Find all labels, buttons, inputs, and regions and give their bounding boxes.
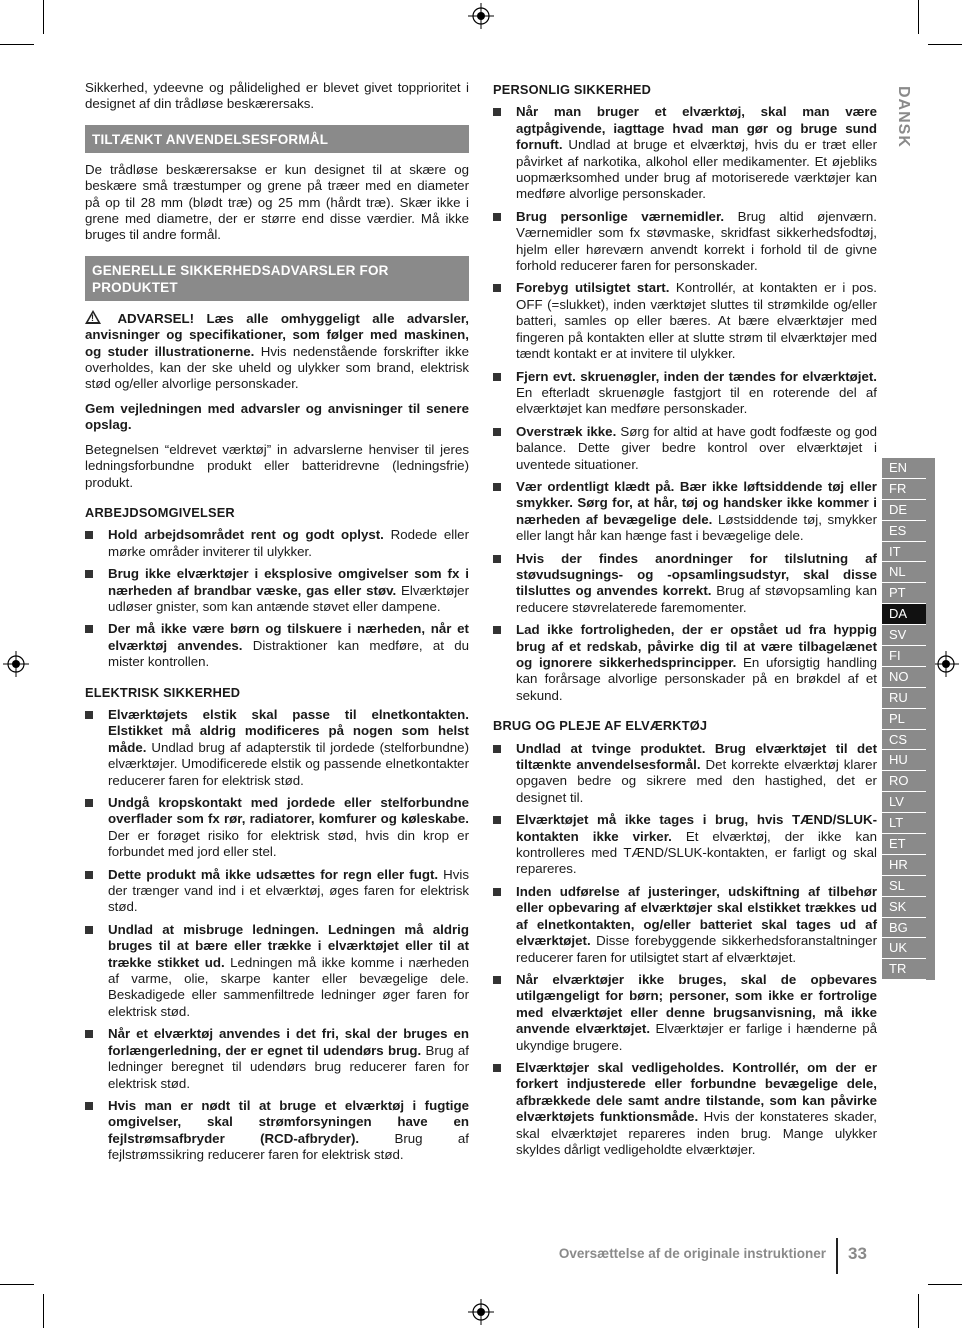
warning-bold-text: ADVARSEL! Læs alle omhyggeligt alle advarsler, anvisninger og specifikationer, som følger med maskinen, og studer illustrationerne. xyxy=(85,310,469,359)
crop-mark xyxy=(918,1294,919,1328)
square-bullet-icon xyxy=(493,483,501,491)
item-bold: Brug ikke elværktøjer i eksplosive omgivelser som fx i nærheden af brandbar væske, gas eller støv. xyxy=(108,566,469,598)
square-bullet-icon xyxy=(493,888,501,896)
language-tab-et[interactable]: ET xyxy=(882,834,926,855)
item-bold: Elværktøjer skal vedligeholdes. Kontrollér, om der er forkert indjusterede eller forbundne bevægelige dele, afbrækkede dele samt andre tilstande, som kan påvirke elværktøjets funktionsmåde. xyxy=(516,1059,877,1125)
keep-instructions-paragraph: Gem vejledningen med advarsler og anvisninger til senere opslag. xyxy=(85,400,469,433)
item-text: Undlad at bruge et elværktøj, hvis du er træt eller påvirket af narkotika, alkohol eller medikamenter. Et øjebliks uopmærksomhed under brug af motoriserede værktøjer kan medføre alvorlige personskader. xyxy=(516,137,877,202)
language-tab-strip xyxy=(882,458,935,980)
square-bullet-icon xyxy=(493,745,501,753)
list-item xyxy=(85,922,469,1020)
item-bold: Undlad at misbruge ledningen. Ledningen må aldrig bruges til at bære eller trække i elværktøjet eller til at trække stikket ud. xyxy=(108,921,469,970)
intro-paragraph: Sikkerhed, ydeevne og pålidelighed er blevet givet topprioritet i designet af din trådløse beskærersaks. xyxy=(85,80,469,112)
list-item xyxy=(493,972,877,1054)
section-heading-intended-use: TILTÆNKT ANVENDELSESFORMÅL xyxy=(85,125,469,153)
list-item xyxy=(85,795,469,861)
subheading-work-area: ARBEJDSOMGIVELSER xyxy=(85,504,235,520)
list-item xyxy=(493,812,877,878)
language-tab-es[interactable]: ES xyxy=(882,521,926,542)
subheading-electrical-safety: ELEKTRISK SIKKERHED xyxy=(85,684,241,700)
square-bullet-icon xyxy=(85,531,93,539)
language-tab-de[interactable]: DE xyxy=(882,500,926,521)
item-bold: Brug personlige værnemidler. xyxy=(516,208,725,224)
crop-mark xyxy=(0,1284,34,1285)
language-tab-cs[interactable]: CS xyxy=(882,730,926,751)
language-tab-sk[interactable]: SK xyxy=(882,897,926,918)
square-bullet-icon xyxy=(85,926,93,934)
square-bullet-icon xyxy=(85,1102,93,1110)
list-item xyxy=(493,622,877,704)
item-text: Hvis der trænger vand ind i et elværktøj, øges faren for elektrisk stød. xyxy=(108,866,469,915)
list-item xyxy=(493,280,877,362)
crop-mark xyxy=(43,0,44,34)
item-text: Der er forøget risiko for elektrisk stød, hvis din krop er forbundet med jord eller stel. xyxy=(108,827,469,860)
item-bold: Når elværktøjer ikke bruges, skal de opbevares utilgængeligt for børn; personer, som ikke er fortrolige med elværktøjet eller denne brugsanvisning, må ikke anvende elværktøjet. xyxy=(516,971,877,1037)
list-item xyxy=(85,527,469,560)
list-item xyxy=(493,424,877,473)
language-tab-pl[interactable]: PL xyxy=(882,709,926,730)
subheading-personal-safety: PERSONLIG SIKKERHED xyxy=(493,82,652,97)
square-bullet-icon xyxy=(493,626,501,634)
language-tab-sv[interactable]: SV xyxy=(882,625,926,646)
square-bullet-icon xyxy=(85,799,93,807)
item-bold: Forebyg utilsigtet start. xyxy=(516,280,670,296)
item-text: Ledningen må ikke komme i nærheden af varme, olie, skarpe kanter eller bevægelige dele. Beskadigede eller sammenfiltrede ledninger øger faren for elektrisk stød. xyxy=(108,954,469,1019)
list-item xyxy=(493,479,877,545)
work-area-list xyxy=(85,527,469,670)
item-text: Elværktøjer udløser gnister, som kan antænde støvet eller dampene. xyxy=(108,582,469,614)
crop-mark xyxy=(928,1284,962,1285)
square-bullet-icon xyxy=(493,213,501,221)
footer-caption: Oversættelse af de originale instruktioner xyxy=(558,1246,826,1261)
language-tab-no[interactable]: NO xyxy=(882,667,926,688)
item-bold: Fjern evt. skruenøgler, inden der tændes for elværktøjet. xyxy=(516,368,877,384)
registration-mark-icon xyxy=(933,651,959,677)
language-tab-sl[interactable]: SL xyxy=(882,876,926,897)
registration-mark-icon xyxy=(3,651,29,677)
language-tab-fr[interactable]: FR xyxy=(882,479,926,500)
warning-triangle-icon xyxy=(85,310,101,324)
item-bold: Hvis man er nødt til at bruge et elværktøj i fugtige omgivelser, skal strømforsyningen have en fejlstrømsafbryder (RCD-afbryder). xyxy=(108,1097,469,1146)
square-bullet-icon xyxy=(493,373,501,381)
item-bold: Undlad at tvinge produktet. Brug elværktøjet til det tiltænkte anvendelsesformål. xyxy=(516,740,877,773)
footer-divider xyxy=(836,1238,838,1274)
crop-mark xyxy=(0,44,34,45)
language-tab-lt[interactable]: LT xyxy=(882,813,926,834)
item-bold: Elværktøjet må ikke tages i brug, hvis TÆND/SLUK-kontakten ikke virker. xyxy=(516,812,877,844)
language-tab-ru[interactable]: RU xyxy=(882,688,926,709)
term-definition-paragraph: Betegnelsen “eldrevet værktøj” in advarslerne henviser til jeres ledningsforbundne produkt eller batteridrevne (ledningsfrie) produkt. xyxy=(85,441,469,490)
item-text: Kontrollér, at kontakten er i pos. OFF (=slukket), inden værktøjet sluttes til strømkilde og/eller batteri, samles op eller bæres. At bære elværktøjer med fingeren på kontakten eller at slutte strøm til elværktøjer med tændt kontakt er at invitere til ulykker. xyxy=(516,280,877,362)
item-text: En efterladt skruenøgle fastgjort til en roterende del af elværktøjet kan medføre personskader. xyxy=(516,384,877,417)
item-text: Brug af ledninger beregnet til udendørs brug reducerer faren for elektrisk stød. xyxy=(108,1042,469,1091)
item-text: Løstsiddende tøj, smykker eller langt hår kan hænge fast i bevægelige dele. xyxy=(516,511,877,544)
item-text: Det korrekte elværktøj klarer opgaven bedre og sikrere med den hastighed, det er designet til. xyxy=(516,757,877,805)
square-bullet-icon xyxy=(493,108,501,116)
electrical-safety-list xyxy=(85,707,469,1164)
square-bullet-icon xyxy=(493,284,501,292)
item-bold: Når man bruger et elværktøj, skal man være agtpågivende, iagttage hvad man gør og bruge sund fornuft. xyxy=(516,104,877,153)
crop-mark xyxy=(918,0,919,34)
item-text: Distraktioner kan medføre, at du mister kontrollen. xyxy=(108,637,470,670)
square-bullet-icon xyxy=(493,428,501,436)
list-item xyxy=(493,551,877,617)
item-text: Undlad brug af adapterstik til jordede (stelforbundne) elværktøjer. Umodificerede elstik og passende elnetkontakter reducerer faren for elektrisk stød. xyxy=(108,739,469,788)
item-bold: Vær ordentligt klædt på. Bær ikke løftsiddende tøj eller smykker. Sørg for, at hår, tøj og handsker ikke kommer i nærheden af bevægelige dele. xyxy=(516,478,877,527)
language-tab-hu[interactable]: HU xyxy=(882,750,926,771)
personal-safety-list xyxy=(493,104,877,704)
page-number: 33 xyxy=(848,1244,867,1263)
item-text: Sørg for altid at have godt fodfæste og god balance. Dette giver bedre kontrol over elværktøjet i uventede situationer. xyxy=(516,423,877,472)
language-tab-pt[interactable]: PT xyxy=(882,583,926,604)
square-bullet-icon xyxy=(85,711,93,719)
language-tab-fi[interactable]: FI xyxy=(882,646,926,667)
square-bullet-icon xyxy=(493,1064,501,1072)
intended-use-paragraph: De trådløse beskærersakse er kun designet til at skære og beskære små træstumper og grene på træer med en diameter på op til 28 mm (blødt træ) og 25 mm (hårdt træ). Skær ikke i grene med diametre, der er større end disse værdier. Må ikke bruges til andre formål. xyxy=(85,161,469,243)
left-column xyxy=(85,80,469,1170)
right-column xyxy=(493,80,877,1164)
square-bullet-icon xyxy=(493,816,501,824)
item-bold: Hvis der findes anordninger for tilslutning af støvudsugnings- og -opsamlingsudstyr, skal disse tilsluttes og anvendes korrekt. xyxy=(516,550,877,599)
registration-mark-icon xyxy=(468,3,494,29)
warning-text: Hvis nedenstående forskrifter ikke overholdes, kan der ske uheld og ulykker som brand, elektrisk stød og/eller alvorlige personskader. xyxy=(85,343,469,392)
square-bullet-icon xyxy=(493,555,501,563)
list-item xyxy=(85,1026,469,1092)
list-item xyxy=(85,707,469,789)
crop-mark xyxy=(928,44,962,45)
item-text: Hvis der konstateres skader, skal elværktøjet repareres inden brug. Mange ulykker skyldes dårligt vedligeholdte elværktøjer. xyxy=(516,1109,877,1157)
list-item xyxy=(85,867,469,916)
item-bold: Elværktøjets elstik skal passe til elnetkontakten. Elstikket må aldrig modificeres på nogen som helst måde. xyxy=(108,706,469,755)
language-tab-uk[interactable]: UK xyxy=(882,938,926,959)
subheading-tool-use-care: BRUG OG PLEJE AF ELVÆRKTØJ xyxy=(493,718,708,734)
list-item xyxy=(85,1098,469,1164)
language-tab-da[interactable]: DA xyxy=(882,604,926,625)
item-text: Rodede eller mørke områder inviterer til ulykker. xyxy=(108,527,469,559)
tool-care-list xyxy=(493,741,877,1159)
language-tab-en[interactable]: EN xyxy=(882,458,926,479)
list-item xyxy=(493,741,877,807)
square-bullet-icon xyxy=(85,871,93,879)
item-text: Brug af støvopsamling kan reducere støvrelaterede faremomenter. xyxy=(516,583,877,615)
language-tab-tr[interactable]: TR xyxy=(882,959,926,980)
list-item xyxy=(493,884,877,966)
item-text: Brug af fejlstrømssikring reducerer faren for elektrisk stød. xyxy=(108,1130,469,1163)
warning-paragraph xyxy=(85,310,469,393)
language-tab-ro[interactable]: RO xyxy=(882,771,926,792)
item-bold: Lad ikke fortroligheden, der er opstået ud fra hyppig brug af et redskab, påvirke dig til at være tilbagelænet og ignorere sikkerhedsprincipper. xyxy=(516,622,877,670)
item-bold: Når et elværktøj anvendes i det fri, skal der bruges en forlængerledning, der er egnet til udendørs brug. xyxy=(108,1026,469,1058)
list-item xyxy=(493,104,877,202)
item-text: En uforsigtig handling kan forårsage alvorlige personskader på en brøkdel af et sekund. xyxy=(516,655,877,703)
list-item xyxy=(85,566,469,615)
item-bold: Hold arbejdsområdet rent og godt oplyst. xyxy=(108,527,384,543)
language-tab-bg[interactable]: BG xyxy=(882,918,926,939)
square-bullet-icon xyxy=(85,625,93,633)
list-item xyxy=(493,1060,877,1158)
square-bullet-icon xyxy=(493,976,501,984)
item-text: Disse forebyggende sikkerhedsforanstaltninger reducerer faren for utilsigtet start af elværktøjet. xyxy=(516,933,877,965)
registration-mark-icon xyxy=(468,1299,494,1325)
language-tab-nl[interactable]: NL xyxy=(882,562,926,583)
item-text: Et elværktøj, der ikke kan kontrolleres med TÆND/SLUK-kontakten, er farligt og skal repareres. xyxy=(516,828,877,877)
list-item xyxy=(493,369,877,418)
item-bold: Overstræk ikke. xyxy=(516,423,617,439)
item-text: Brug altid øjenværn. Værnemidler som fx støvmaske, skridfast sikkerhedsfodtøj, hjelm eller høreværn anvendt korrekt i forhold til de givne forhold reducerer faren for personskader. xyxy=(516,208,877,274)
language-side-title: DANSK xyxy=(895,86,912,148)
square-bullet-icon xyxy=(85,1030,93,1038)
language-tab-lv[interactable]: LV xyxy=(882,792,926,813)
item-bold: Dette produkt må ikke udsættes for regn eller fugt. xyxy=(108,866,439,882)
section-heading-general-warnings: GENERELLE SIKKERHEDSADVARSLER FOR PRODUKTET xyxy=(85,256,469,301)
language-tab-hr[interactable]: HR xyxy=(882,855,926,876)
item-bold: Der må ikke være børn og tilskuere i nærheden, når et elværktøj anvendes. xyxy=(108,621,469,653)
list-item xyxy=(85,621,469,670)
item-bold: Undgå kropskontakt med jordede eller stelforbundne overflader som fx rør, radiatorer, komfurer og køleskabe. xyxy=(108,795,469,827)
item-bold: Inden udførelse af justeringer, udskiftning af tilbehør eller opbevaring af elværktøjer skal elstikket trækkes ud af elnetkontakten, og/eller batteriet skal tages ud af elværktøjet. xyxy=(516,883,877,949)
list-item xyxy=(493,209,877,275)
item-text: Elværktøjer er farlige i hænderne på ukyndige brugere. xyxy=(516,1021,877,1053)
square-bullet-icon xyxy=(85,570,93,578)
language-tab-it[interactable]: IT xyxy=(882,542,926,563)
crop-mark xyxy=(43,1294,44,1328)
